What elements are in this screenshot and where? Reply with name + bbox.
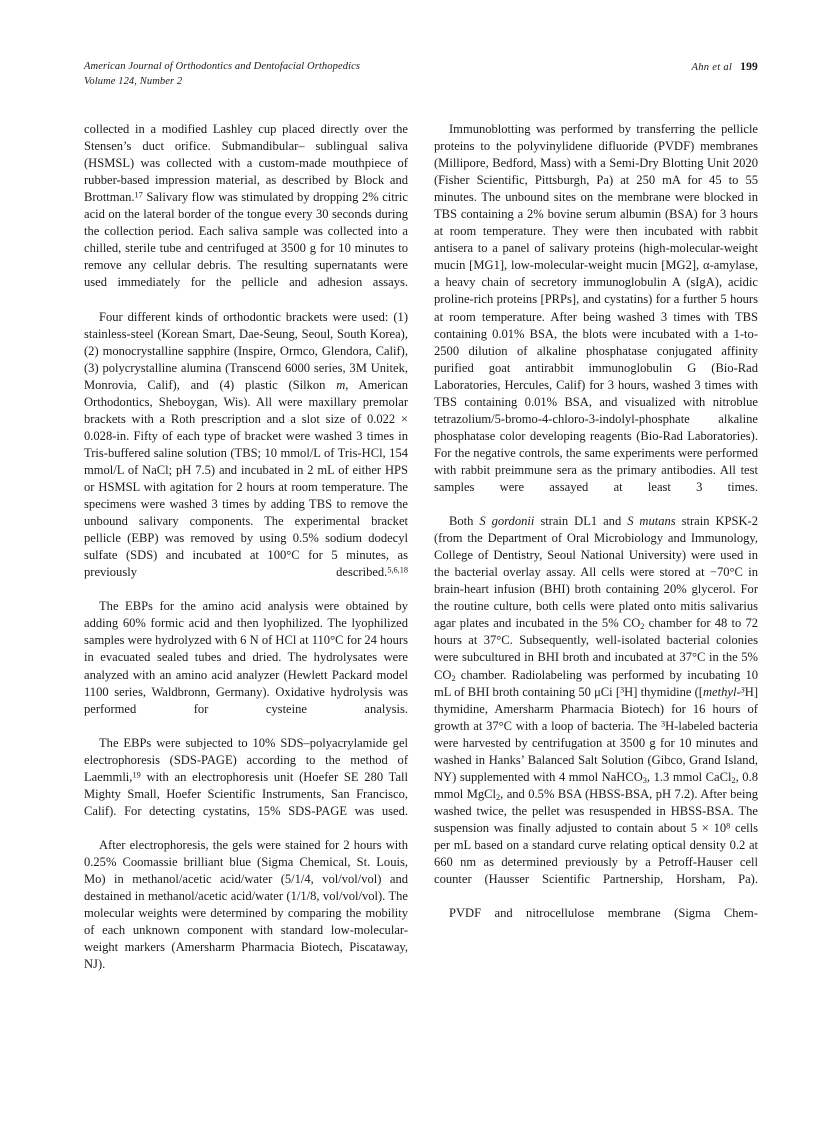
text-run: strain DL1 and xyxy=(534,514,628,529)
running-head-authors: Ahn et al xyxy=(691,62,733,73)
para-immunoblotting xyxy=(434,121,758,513)
reference-superscript: 5,6,18 xyxy=(387,565,408,575)
subscript: 2 xyxy=(640,622,645,632)
superscript-italic: 3 xyxy=(740,684,745,694)
italic-term: S gordonii xyxy=(479,514,535,529)
reference-superscript: 8 xyxy=(726,821,731,831)
text-run: After electrophoresis, the gels were stained for 2 hours with 0.25% Coomassie brilliant blue (Sigma Chemical, St. Louis, Mo) in methanol/acetic acid/water (5/1/4, vol/vol/vol) and destained in methanol/acetic acid/water (1/1/8, vol/vol/vol). The molecular weights were determined by comparing the mobility of each unknown component with standard low-molecular-weight markers (Amersharm Pharmacia Biotech, Piscataway, NJ). xyxy=(84,837,408,972)
text-run: strain KPSK-2 (from the Department of Oral Microbiology and Immunology, College of Dentistry, Seoul National University) were used in the bacterial overlay assay. All cells were stored at −70°C in brain-heart infusion (BHI) broth containing 20% glycerol. For the routine culture, both cells were plated onto mitis salivarius agar plates and incubated in the 5% CO xyxy=(434,514,758,631)
column-right xyxy=(434,121,758,1051)
text-run: PVDF and nitrocellulose membrane (Sigma Chem- xyxy=(449,906,758,921)
text-run: Four different kinds of orthodontic brackets were used: (1) stainless-steel (Korean Smart, Dae-Seung, Seoul, South Korea), (2) monocrystalline sapphire (Inspire, Ormco, Glendora, Calif), (3) polycrystalline alumina (Transcend 6000 series, 3M Unitek, Monrovia, Calif), and (4) plastic (Silkon xyxy=(84,309,408,392)
text-run: The EBPs for the amino acid analysis were obtained by adding 60% formic acid and then lyophilized. The lyophilized samples were hydrolyzed with 6 N of HCl at 110°C for 24 hours in evacuated sealed tubes and dried. The hydrolysates were analyzed with an amino acid analyzer (Hewlett Packard model 1100 series, Waldbronn, Germany). Oxidative hydrolysis was performed for cysteine analysis. xyxy=(84,599,408,716)
text-run: collected in a modified Lashley cup placed directly over the Stensen’s duct orifice. Submandibular– sublingual saliva (HSMSL) was collected with a custom-made mouthpiece of rubber-based impression material, as described by Block and Brottman. xyxy=(84,122,408,205)
text-run: H] thymidine, Amersharm Pharmacia Biotech) for 16 hours of growth at 37°C with a loop of bacteria. The xyxy=(434,684,759,733)
reference-superscript: 17 xyxy=(134,190,143,200)
italic-term: methyl- xyxy=(703,684,741,699)
text-run: chamber for 48 to 72 hours at 37°C. Subsequently, well-isolated bacterial colonies were subcultured in BHI broth and incubated at 37°C in the 5% CO xyxy=(434,616,758,682)
body-columns xyxy=(84,121,758,1051)
text-run: Salivary flow was stimulated by dropping 2% citric acid on the lateral border of the tongue every 30 seconds during the collection period. Each saliva sample was collected into a chilled, sterile tube and centrifuged at 3500 g for 10 minutes to remove any cellular debris. The resulting supernatants were used immediately for the pellicle and adhesion assays. xyxy=(84,190,408,290)
italic-term: S mutans xyxy=(627,514,676,529)
running-head xyxy=(84,60,758,94)
running-head-journal xyxy=(84,60,360,89)
text-run: , 1.3 mmol CaCl xyxy=(646,769,732,784)
subscript: 2 xyxy=(731,775,736,785)
text-run: The EBPs were subjected to 10% SDS–polyacrylamide gel electrophoresis (SDS-PAGE) according to the method of Laemmli, xyxy=(84,735,408,784)
para-brackets xyxy=(84,309,408,599)
journal-volume-issue: Volume 124, Number 2 xyxy=(84,75,183,87)
para-saliva-collection xyxy=(84,121,408,309)
subscript: 2 xyxy=(496,792,501,802)
reference-superscript: 3 xyxy=(620,684,625,694)
text-run: chamber. Radiolabeling was performed by incubating 10 mL of BHI broth containing 50 μCi [ xyxy=(434,667,758,699)
subscript: 3 xyxy=(642,775,647,785)
para-sds-page xyxy=(84,735,408,837)
reference-superscript: 3 xyxy=(660,718,666,728)
text-run: cells per mL based on a standard curve relating optical density 0.2 at 660 nm as determined previously by a Petroff-Hauser cell counter (Hausser Scientific Partnership, Horsham, Pa). xyxy=(434,820,758,887)
reference-superscript: 19 xyxy=(132,770,141,780)
page-number: 199 xyxy=(740,61,758,73)
journal-title: American Journal of Orthodontics and Dentofacial Orthopedics xyxy=(84,61,361,72)
text-run: Immunoblotting was performed by transferring the pellicle proteins to the polyvinylidene difluoride (PVDF) membranes (Millipore, Bedford, Mass) with a Semi-Dry Blotting Unit 2020 (Fisher Scientific, Pittsburgh, Pa) at 250 mA for 45 to 55 minutes. The unbound sites on the membrane were blocked in TBS containing a 2% bovine serum albumin (BSA) for 3 hours at room temperature. They were then incubated with rabbit antisera to a panel of salivary proteins (high-molecular-weight mucin [MG1], low-molecular-weight mucin [MG2], α-amylase, a heavy chain of secretory immunoglobulin A (sIgA), acidic proline-rich proteins [PRPs], and cystatins) for a further 5 hours at room temperature. After being washed 3 times with TBS containing 0.01% BSA, the blots were incubated with a 1-to-2500 dilution of alkaline phosphatase conjugated affinity purified goat antirabbit immunoglobulin G (Bio-Rad Laboratories, Hercules, Calif) for 3 hours, washed 3 times with TBS containing 0.01% BSA, and visualized with nitroblue tetrazolium/5-bromo-4-chloro-3-indolyl-phosphate alkaline phosphatase color developing reagents (Bio-Rad Laboratories). For the negative controls, the same experiments were performed with rabbit preimmune sera as the primary antibodies. All test samples were assayed at least 3 times. xyxy=(434,122,758,494)
running-head-authors-page xyxy=(692,60,758,76)
text-run: Both xyxy=(449,514,480,529)
text-run: with an electrophoresis unit (Hoefer SE 280 Tall Mighty Small, Hoefer Scientific Instruments, San Francisco, Calif). For detecting cystatins, 15% SDS-PAGE was used. xyxy=(84,769,408,818)
para-bacteria xyxy=(434,513,758,905)
para-pvdf xyxy=(434,905,758,939)
subscript: 2 xyxy=(451,673,456,683)
column-left xyxy=(84,121,408,1051)
text-run: H] thymidine ([ xyxy=(624,684,703,699)
text-run: , 0.8 mmol MgCl xyxy=(434,769,758,801)
para-amino-acid xyxy=(84,598,408,734)
para-staining xyxy=(84,837,408,990)
italic-term: m xyxy=(336,377,346,392)
text-run: , American Orthodontics, Sheboygan, Wis). All were maxillary premolar brackets with a Roth prescription and a slot size of 0.022 × 0.028-in. Fifty of each type of bracket were washed 3 times in Tris-buffered saline solution (TBS; 10 mmol/L of Tris-HCl, 154 mmol/L of NaCl; pH 7.5) and incubated in 2 mL of either HPS or HSMSL with agitation for 2 hours at room temperature. The specimens were washed 3 times by adding TBS to remove the unbound salivary components. The experimental bracket pellicle (EBP) was removed by using 0.5% sodium dodecyl sulfate (SDS) and incubated at 100°C for 5 minutes, as previously described. xyxy=(84,377,408,580)
text-run: H-labeled bacteria were harvested by centrifugation at 3500 g for 10 minutes and washed in Hanks’ Balanced Salt Solution (Gibco, Grand Island, NY) supplemented with 4 mmol NaHCO xyxy=(434,718,758,784)
text-run: , and 0.5% BSA (HBSS-BSA, pH 7.2). After being washed twice, the pellet was resuspended in HBSS-BSA. The suspension was finally adjusted to contain about 5 × 10 xyxy=(434,786,758,835)
